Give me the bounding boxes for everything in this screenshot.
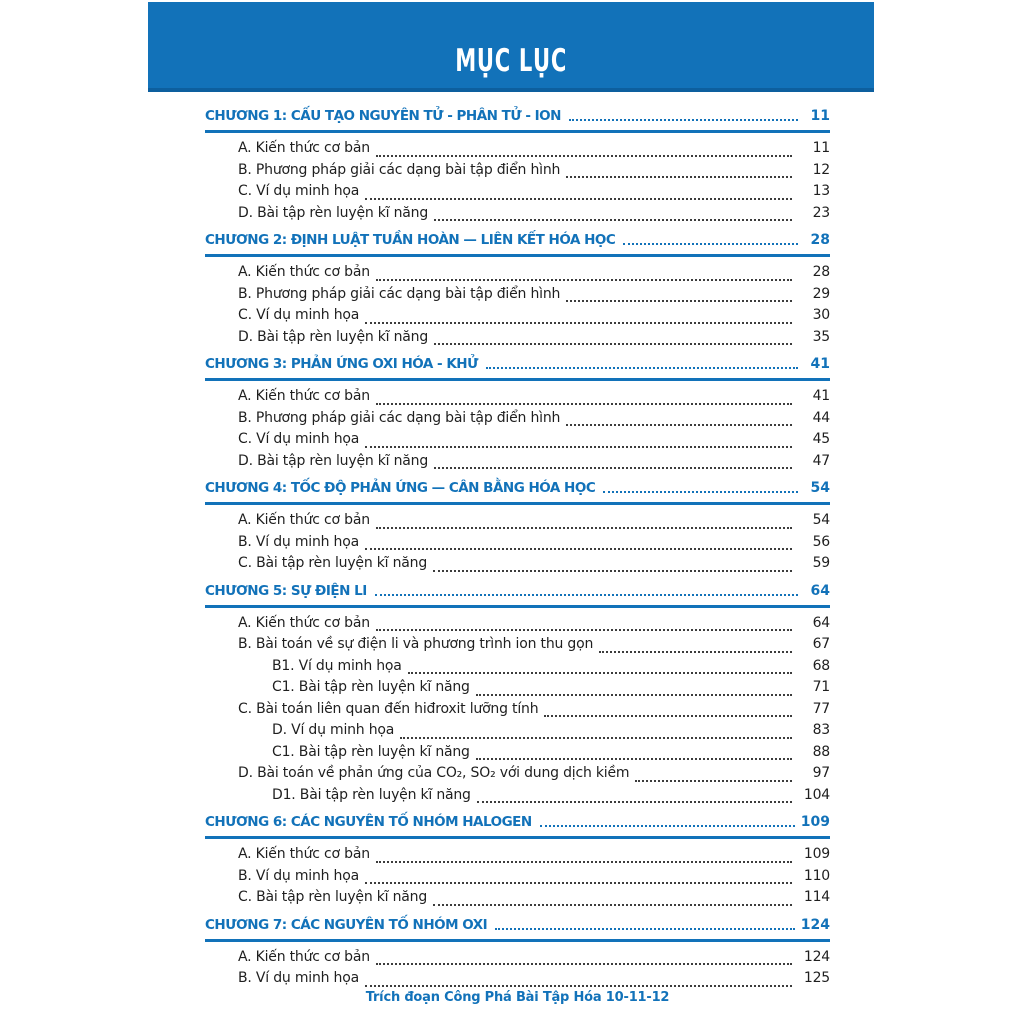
- toc-list: [205, 96, 830, 994]
- toc-item-row: [205, 846, 830, 868]
- toc-chapter: [205, 230, 830, 352]
- dotted-leader: [476, 758, 792, 760]
- item-label: D. Bài tập rèn luyện kĩ năng: [238, 204, 429, 221]
- item-page-number: 23: [812, 204, 830, 221]
- dotted-leader: [434, 219, 792, 221]
- dotted-leader: [540, 825, 795, 827]
- toc-item-row: [205, 949, 830, 971]
- dotted-leader: [376, 155, 792, 157]
- toc-chapter-heading: [205, 915, 830, 942]
- item-page-number: 44: [812, 409, 830, 426]
- item-page-number: 64: [812, 614, 830, 631]
- item-label: A. Kiến thức cơ bản: [238, 846, 370, 862]
- chapter-title: CHƯƠNG 5: SỰ ĐIỆN LI: [205, 582, 367, 599]
- page-title: MỤC LỤC: [455, 43, 567, 79]
- dotted-leader: [365, 198, 792, 200]
- item-label: A. Kiến thức cơ bản: [238, 614, 370, 631]
- item-page-number: 56: [812, 533, 830, 550]
- toc-item-row: [205, 679, 830, 701]
- dotted-leader: [365, 548, 792, 550]
- chapter-items: [205, 505, 830, 579]
- dotted-leader: [569, 119, 798, 121]
- item-label: A. Kiến thức cơ bản: [238, 948, 370, 965]
- dotted-leader: [433, 570, 792, 572]
- item-page-number: 30: [812, 307, 830, 323]
- chapter-title: CHƯƠNG 2: ĐỊNH LUẬT TUẦN HOÀN — LIÊN KẾT HÓA HỌC: [205, 232, 616, 248]
- item-page-number: 71: [812, 679, 830, 695]
- toc-chapter: [205, 478, 830, 579]
- item-label: C. Ví dụ minh họa: [238, 431, 360, 447]
- item-page-number: 41: [812, 388, 830, 404]
- dotted-leader: [365, 985, 792, 987]
- toc-item-row: [205, 765, 830, 787]
- toc-item-row: [205, 183, 830, 205]
- toc-chapter: [205, 812, 830, 913]
- chapter-items: [205, 257, 830, 352]
- item-page-number: 114: [803, 889, 830, 905]
- toc-item-row: [205, 205, 830, 227]
- item-label: D. Bài tập rèn luyện kĩ năng: [238, 328, 429, 345]
- toc-chapter: [205, 581, 830, 811]
- item-label: A. Kiến thức cơ bản: [238, 388, 370, 404]
- dotted-leader: [376, 527, 792, 529]
- dotted-leader: [566, 424, 792, 426]
- toc-item-row: [205, 889, 830, 911]
- toc-item-row: [205, 431, 830, 453]
- item-label: D. Bài toán về phản ứng của CO₂, SO₂ với dung dịch kiềm: [238, 765, 630, 781]
- chapter-page-number: 28: [810, 232, 830, 248]
- dotted-leader: [365, 446, 792, 448]
- dotted-leader: [495, 928, 795, 930]
- toc-item-row: [205, 264, 830, 286]
- item-label: B. Ví dụ minh họa: [238, 970, 359, 986]
- chapter-title: CHƯƠNG 7: CÁC NGUYÊN TỐ NHÓM OXI: [205, 916, 488, 933]
- item-label: D. Ví dụ minh họa: [272, 722, 395, 738]
- chapter-title: CHƯƠNG 6: CÁC NGUYÊN TỐ NHÓM HALOGEN: [205, 814, 532, 830]
- toc-item-row: [205, 162, 830, 184]
- item-label: B. Phương pháp giải các dạng bài tập điển hình: [238, 409, 561, 426]
- item-label: B. Ví dụ minh họa: [238, 533, 359, 550]
- toc-item-row: [205, 868, 830, 890]
- chapter-title: CHƯƠNG 1: CẤU TẠO NGUYÊN TỬ - PHÂN TỬ - ION: [205, 108, 561, 124]
- item-page-number: 67: [812, 636, 830, 652]
- item-page-number: 83: [812, 722, 830, 738]
- item-label: B1. Ví dụ minh họa: [272, 657, 402, 674]
- item-label: C. Bài tập rèn luyện kĩ năng: [238, 889, 428, 905]
- item-page-number: 104: [803, 786, 830, 803]
- dotted-leader: [544, 715, 792, 717]
- toc-chapter-heading: [205, 478, 830, 505]
- toc-item-row: [205, 453, 830, 475]
- chapter-items: [205, 942, 830, 994]
- chapter-page-number: 41: [810, 356, 830, 372]
- item-label: C. Bài toán liên quan đến hiđroxit lưỡng tính: [238, 700, 539, 717]
- toc-item-row: [205, 722, 830, 744]
- toc-item-row: [205, 329, 830, 351]
- item-page-number: 12: [812, 161, 830, 178]
- dotted-leader: [599, 651, 792, 653]
- toc-chapter: [205, 106, 830, 228]
- dotted-leader: [603, 491, 798, 493]
- chapter-page-number: 109: [800, 814, 830, 830]
- chapter-items: [205, 608, 830, 811]
- chapter-title: CHƯƠNG 3: PHẢN ỨNG OXI HÓA - KHỬ: [205, 356, 478, 372]
- chapter-items: [205, 133, 830, 228]
- item-label: B. Phương pháp giải các dạng bài tập điển hình: [238, 161, 561, 178]
- item-label: A. Kiến thức cơ bản: [238, 512, 370, 528]
- item-page-number: 125: [803, 970, 830, 986]
- item-page-number: 35: [812, 328, 830, 345]
- toc-item-row: [205, 970, 830, 992]
- dotted-leader: [623, 243, 798, 245]
- item-label: A. Kiến thức cơ bản: [238, 264, 370, 280]
- chapter-page-number: 64: [810, 582, 830, 599]
- dotted-leader: [566, 300, 792, 302]
- item-page-number: 45: [812, 431, 830, 447]
- item-label: D. Bài tập rèn luyện kĩ năng: [238, 452, 429, 469]
- item-page-number: 47: [812, 452, 830, 469]
- book-page: [148, 0, 876, 1024]
- toc-chapter-heading: [205, 812, 830, 839]
- item-label: C. Bài tập rèn luyện kĩ năng: [238, 555, 428, 571]
- dotted-leader: [433, 904, 792, 906]
- dotted-leader: [434, 467, 792, 469]
- dotted-leader: [365, 322, 792, 324]
- dotted-leader: [476, 694, 792, 696]
- toc-chapter: [205, 915, 830, 994]
- dotted-leader: [376, 963, 792, 965]
- dotted-leader: [400, 737, 792, 739]
- chapter-page-number: 54: [810, 480, 830, 496]
- item-page-number: 88: [812, 743, 830, 760]
- item-page-number: 68: [812, 657, 830, 674]
- dotted-leader: [566, 176, 792, 178]
- chapter-page-number: 124: [800, 916, 830, 933]
- dotted-leader: [376, 629, 792, 631]
- dotted-leader: [365, 882, 792, 884]
- item-label: B. Phương pháp giải các dạng bài tập điển hình: [238, 285, 561, 302]
- toc-item-row: [205, 307, 830, 329]
- toc-item-row: [205, 534, 830, 556]
- footer-caption: Trích đoạn Công Phá Bài Tập Hóa 10-11-12: [365, 990, 670, 1005]
- chapter-items: [205, 839, 830, 913]
- toc-item-row: [205, 615, 830, 637]
- item-page-number: 13: [812, 183, 830, 199]
- toc-chapter: [205, 354, 830, 476]
- item-page-number: 28: [812, 264, 830, 280]
- toc-item-row: [205, 140, 830, 162]
- toc-item-row: [205, 512, 830, 534]
- dotted-leader: [477, 801, 792, 803]
- dotted-leader: [375, 594, 798, 596]
- toc-item-row: [205, 410, 830, 432]
- item-label: C1. Bài tập rèn luyện kĩ năng: [272, 743, 470, 760]
- chapter-items: [205, 381, 830, 476]
- toc-item-row: [205, 744, 830, 766]
- toc-item-row: [205, 701, 830, 723]
- item-page-number: 54: [812, 512, 830, 528]
- item-page-number: 29: [812, 285, 830, 302]
- dotted-leader: [486, 367, 798, 369]
- toc-chapter-heading: [205, 106, 830, 133]
- item-page-number: 109: [803, 846, 830, 862]
- item-label: B. Bài toán về sự điện li và phương trình ion thu gọn: [238, 636, 594, 652]
- item-label: C. Ví dụ minh họa: [238, 307, 360, 323]
- item-page-number: 124: [803, 948, 830, 965]
- toc-item-row: [205, 555, 830, 577]
- dotted-leader: [408, 672, 792, 674]
- item-label: C1. Bài tập rèn luyện kĩ năng: [272, 679, 470, 695]
- dotted-leader: [635, 780, 792, 782]
- toc-chapter-heading: [205, 354, 830, 381]
- title-banner: [148, 2, 874, 92]
- item-page-number: 59: [812, 555, 830, 571]
- dotted-leader: [376, 403, 792, 405]
- item-page-number: 110: [803, 867, 830, 884]
- toc-item-row: [205, 658, 830, 680]
- toc-item-row: [205, 286, 830, 308]
- item-page-number: 77: [812, 700, 830, 717]
- toc-item-row: [205, 636, 830, 658]
- toc-chapter-heading: [205, 581, 830, 608]
- item-label: A. Kiến thức cơ bản: [238, 140, 370, 156]
- toc-item-row: [205, 787, 830, 809]
- dotted-leader: [376, 861, 792, 863]
- chapter-page-number: 11: [810, 108, 830, 124]
- chapter-title: CHƯƠNG 4: TỐC ĐỘ PHẢN ỨNG — CÂN BẰNG HÓA HỌC: [205, 480, 596, 496]
- toc-chapter-heading: [205, 230, 830, 257]
- toc-item-row: [205, 388, 830, 410]
- item-label: B. Ví dụ minh họa: [238, 867, 359, 884]
- dotted-leader: [376, 279, 792, 281]
- item-page-number: 97: [812, 765, 830, 781]
- item-page-number: 11: [812, 140, 830, 156]
- item-label: D1. Bài tập rèn luyện kĩ năng: [272, 786, 471, 803]
- item-label: C. Ví dụ minh họa: [238, 183, 360, 199]
- dotted-leader: [434, 343, 792, 345]
